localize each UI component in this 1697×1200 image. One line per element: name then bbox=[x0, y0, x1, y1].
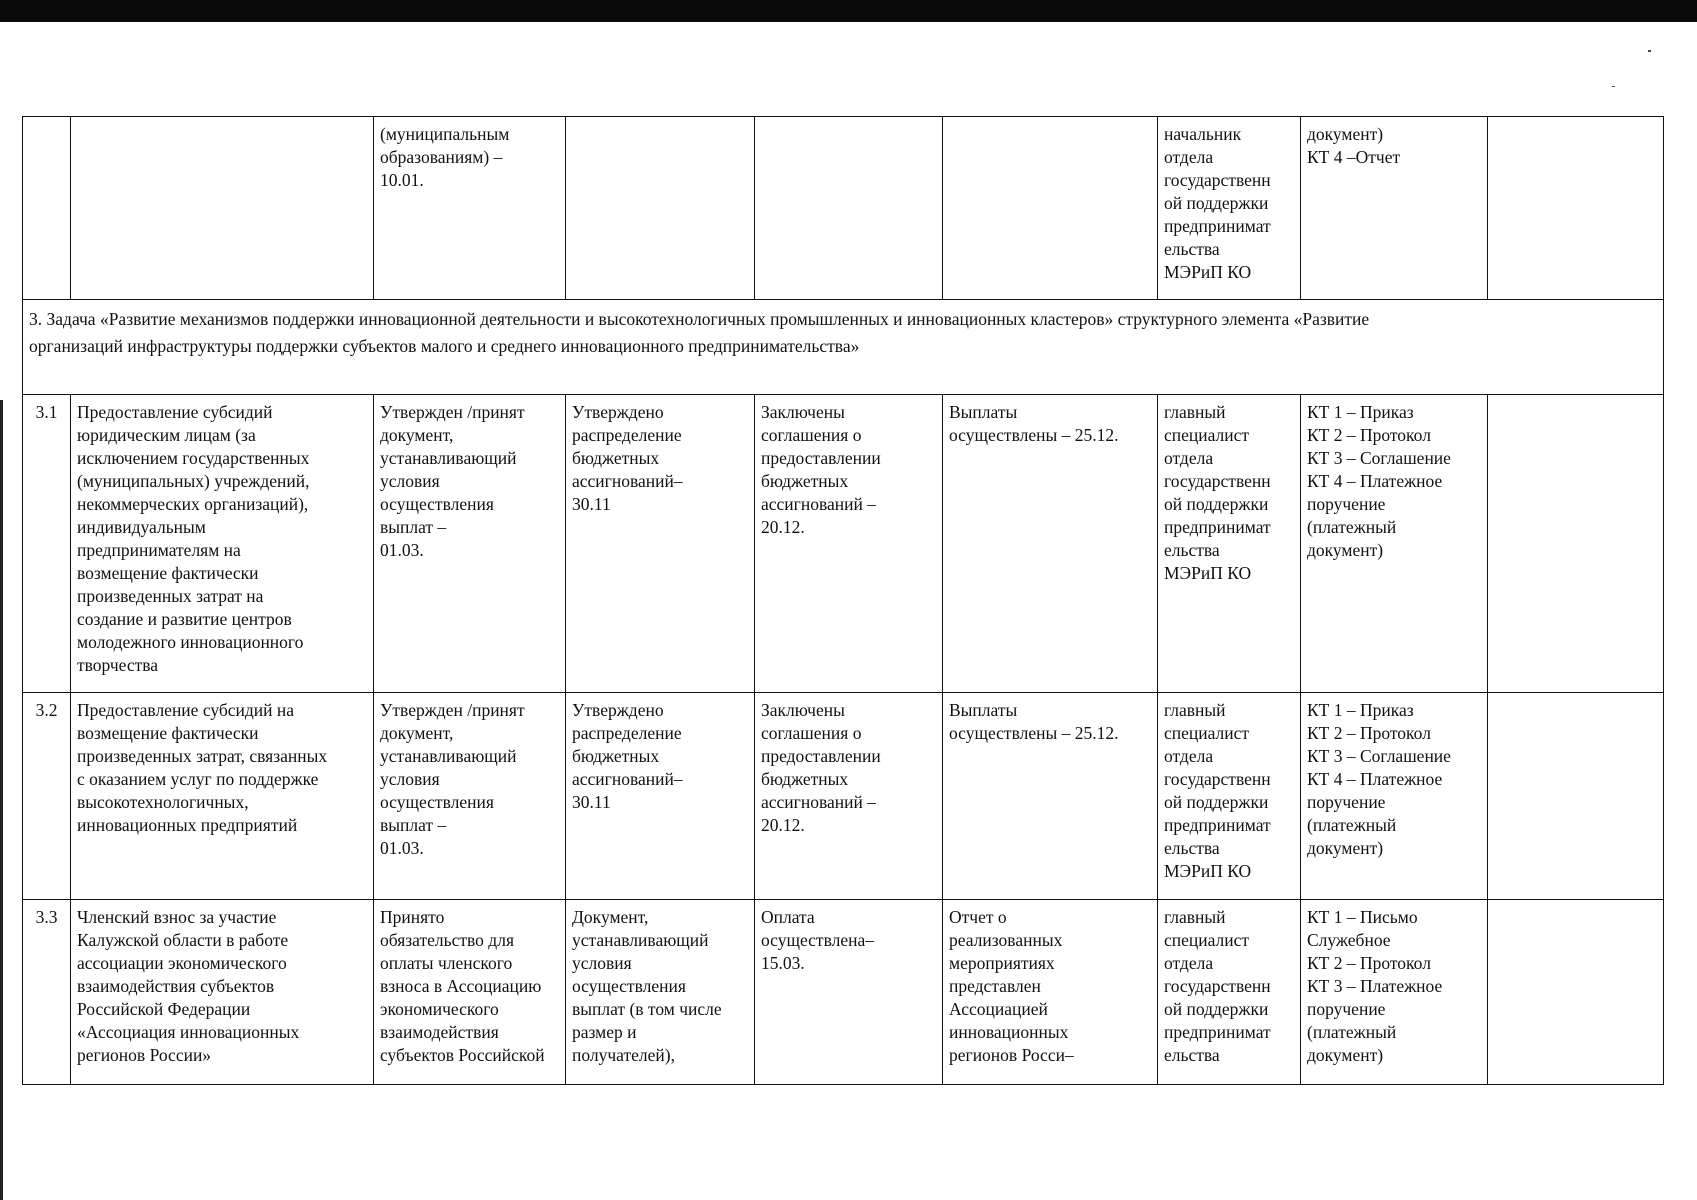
cell-line: поручение bbox=[1307, 494, 1386, 514]
cell-line: 01.03. bbox=[380, 540, 424, 560]
responsible-cell bbox=[1158, 395, 1301, 693]
cell-line: документ) bbox=[1307, 838, 1384, 858]
cell-line: Утверждено bbox=[572, 402, 664, 422]
cell-line: Калужской области в работе bbox=[77, 930, 289, 950]
cell-line: возмещение фактически bbox=[77, 563, 259, 583]
cell-line: размер и bbox=[572, 1022, 637, 1042]
cell-line: предоставлении bbox=[761, 448, 881, 468]
cell-line: (муниципальным bbox=[380, 124, 510, 144]
cell-line: создание и развитие центров bbox=[77, 609, 292, 629]
cell-line: 3. Задача «Развитие механизмов поддержки инновационной деятельности и высокотехнологичных промышленных и инновационных кластеров» структурного элемента «Развитие bbox=[29, 309, 1370, 329]
table-row bbox=[23, 395, 1664, 693]
cell-line: ой поддержки bbox=[1164, 999, 1269, 1019]
cell-line: Ассоциацией bbox=[949, 999, 1048, 1019]
control-point-4-cell bbox=[943, 900, 1158, 1085]
cell-line: ой поддержки bbox=[1164, 494, 1269, 514]
cell-line: отдела bbox=[1164, 147, 1214, 167]
empty-last-cell bbox=[1488, 900, 1664, 1085]
cell-line: 15.03. bbox=[761, 953, 805, 973]
cell-line: индивидуальным bbox=[77, 517, 206, 537]
cell-line: условия bbox=[380, 471, 440, 491]
cell-line: Документ, bbox=[572, 907, 649, 927]
empty-last-cell bbox=[1488, 395, 1664, 693]
cell-line: условия bbox=[380, 769, 440, 789]
row-number-cell bbox=[23, 117, 71, 300]
cell-line: специалист bbox=[1164, 723, 1250, 743]
cell-line: главный bbox=[1164, 700, 1226, 720]
scan-speck bbox=[1648, 50, 1651, 52]
cell-line: распределение bbox=[572, 723, 682, 743]
cell-line: взаимодействия bbox=[380, 1022, 499, 1042]
cell-line: документ, bbox=[380, 425, 454, 445]
cell-line: государственн bbox=[1164, 170, 1271, 190]
cell-line: произведенных затрат, связанных bbox=[77, 746, 328, 766]
cell-line: начальник bbox=[1164, 124, 1242, 144]
cell-line: Принято bbox=[380, 907, 445, 927]
cell-line: предпринимат bbox=[1164, 1022, 1271, 1042]
cell-line: (платежный bbox=[1307, 517, 1397, 537]
cell-line: Утвержден /принят bbox=[380, 700, 525, 720]
documents-cell bbox=[1301, 900, 1488, 1085]
control-point-2-cell bbox=[566, 693, 755, 900]
control-point-1-cell bbox=[374, 693, 566, 900]
cell-line: мероприятиях bbox=[949, 953, 1055, 973]
cell-line: 30.11 bbox=[572, 792, 611, 812]
cell-line: ой поддержки bbox=[1164, 193, 1269, 213]
scan-speck bbox=[1612, 86, 1615, 87]
activity-name-cell bbox=[71, 395, 374, 693]
cell-line: бюджетных bbox=[572, 746, 660, 766]
control-point-1-cell bbox=[374, 395, 566, 693]
cell-line: (платежный bbox=[1307, 815, 1397, 835]
cell-line: предпринимат bbox=[1164, 216, 1271, 236]
scan-left-edge bbox=[0, 400, 3, 1200]
cell-line: соглашения о bbox=[761, 723, 862, 743]
documents-cell bbox=[1301, 395, 1488, 693]
control-point-3-cell bbox=[755, 900, 943, 1085]
cell-line: Выплаты bbox=[949, 700, 1018, 720]
cell-line: специалист bbox=[1164, 425, 1250, 445]
cell-line: отдела bbox=[1164, 953, 1214, 973]
cell-line: регионов Росси– bbox=[949, 1045, 1074, 1065]
cell-line: Утвержден /принят bbox=[380, 402, 525, 422]
control-point-2-cell bbox=[566, 395, 755, 693]
cell-line: 10.01. bbox=[380, 170, 424, 190]
cell-line: ельства bbox=[1164, 540, 1220, 560]
cell-line: получателей), bbox=[572, 1045, 675, 1065]
cell-line: поручение bbox=[1307, 792, 1386, 812]
cell-line: произведенных затрат на bbox=[77, 586, 264, 606]
scan-top-edge bbox=[0, 0, 1697, 22]
cell-line: КТ 3 – Соглашение bbox=[1307, 746, 1451, 766]
cell-line: государственн bbox=[1164, 976, 1271, 996]
cell-line: инновационных предприятий bbox=[77, 815, 298, 835]
cell-line: государственн bbox=[1164, 471, 1271, 491]
cell-line: КТ 2 – Протокол bbox=[1307, 953, 1431, 973]
task-header-row bbox=[23, 300, 1664, 395]
cell-line: документ) bbox=[1307, 540, 1384, 560]
cell-line: ассигнований– bbox=[572, 471, 683, 491]
cell-line: условия bbox=[572, 953, 632, 973]
control-point-2-cell bbox=[566, 900, 755, 1085]
cell-line: высокотехнологичных, bbox=[77, 792, 249, 812]
cell-line: Выплаты bbox=[949, 402, 1018, 422]
row-number-cell: 3.3 bbox=[23, 900, 71, 1085]
cell-line: взноса в Ассоциацию bbox=[380, 976, 542, 996]
cell-line: устанавливающий bbox=[380, 448, 517, 468]
cell-line: образованиям) – bbox=[380, 147, 503, 167]
cell-line: Предоставление субсидий на bbox=[77, 700, 295, 720]
cell-line: предпринимат bbox=[1164, 517, 1271, 537]
cell-line: экономического bbox=[380, 999, 499, 1019]
cell-line: документ) bbox=[1307, 1045, 1384, 1065]
cell-line: КТ 4 – Платежное bbox=[1307, 471, 1443, 491]
cell-line: устанавливающий bbox=[380, 746, 517, 766]
task-heading-cell bbox=[23, 300, 1664, 395]
cell-line: предоставлении bbox=[761, 746, 881, 766]
cell-line: распределение bbox=[572, 425, 682, 445]
table-row bbox=[23, 900, 1664, 1085]
cell-line: реализованных bbox=[949, 930, 1063, 950]
cell-line: отдела bbox=[1164, 448, 1214, 468]
cell-line: выплат (в том числе bbox=[572, 999, 722, 1019]
empty-last-cell bbox=[1488, 117, 1664, 300]
responsible-cell bbox=[1158, 900, 1301, 1085]
cell-line: осуществлены – 25.12. bbox=[949, 425, 1119, 445]
row-number-cell: 3.2 bbox=[23, 693, 71, 900]
cell-line: (муниципальных) учреждений, bbox=[77, 471, 310, 491]
cell-line: Заключены bbox=[761, 700, 845, 720]
cell-line: КТ 1 – Приказ bbox=[1307, 402, 1414, 422]
cell-line: КТ 2 – Протокол bbox=[1307, 723, 1431, 743]
cell-line: субъектов Российской bbox=[380, 1045, 545, 1065]
documents-cell bbox=[1301, 693, 1488, 900]
cell-line: государственн bbox=[1164, 769, 1271, 789]
cell-line: Заключены bbox=[761, 402, 845, 422]
cell-line: КТ 4 – Платежное bbox=[1307, 769, 1443, 789]
control-point-4-cell bbox=[943, 395, 1158, 693]
cell-line: документ) bbox=[1307, 124, 1384, 144]
cell-line: КТ 3 – Платежное bbox=[1307, 976, 1443, 996]
cell-line: КТ 4 –Отчет bbox=[1307, 147, 1401, 167]
cell-line: молодежного инновационного bbox=[77, 632, 304, 652]
table-row bbox=[23, 117, 1664, 300]
cell-line: взаимодействия субъектов bbox=[77, 976, 275, 996]
cell-line: ассигнований – bbox=[761, 494, 876, 514]
cell-line: регионов России» bbox=[77, 1045, 212, 1065]
cell-line: некоммерческих организаций), bbox=[77, 494, 309, 514]
cell-line: Предоставление субсидий bbox=[77, 402, 273, 422]
activity-name-cell bbox=[71, 117, 374, 300]
cell-line: осуществлена– bbox=[761, 930, 874, 950]
cell-line: устанавливающий bbox=[572, 930, 709, 950]
cell-line: осуществлены – 25.12. bbox=[949, 723, 1119, 743]
cell-line: КТ 1 – Приказ bbox=[1307, 700, 1414, 720]
cell-line: Оплата bbox=[761, 907, 815, 927]
cell-line: МЭРиП КО bbox=[1164, 861, 1252, 881]
control-point-2-cell bbox=[566, 117, 755, 300]
cell-line: (платежный bbox=[1307, 1022, 1397, 1042]
cell-line: главный bbox=[1164, 907, 1226, 927]
cell-line: инновационных bbox=[949, 1022, 1069, 1042]
cell-line: осуществления bbox=[380, 792, 494, 812]
cell-line: представлен bbox=[949, 976, 1041, 996]
cell-line: ассигнований– bbox=[572, 769, 683, 789]
activity-name-cell bbox=[71, 900, 374, 1085]
cell-line: специалист bbox=[1164, 930, 1250, 950]
cell-line: МЭРиП КО bbox=[1164, 563, 1252, 583]
empty-last-cell bbox=[1488, 693, 1664, 900]
responsible-cell bbox=[1158, 693, 1301, 900]
cell-line: предпринимат bbox=[1164, 815, 1271, 835]
cell-line: ой поддержки bbox=[1164, 792, 1269, 812]
control-point-4-cell bbox=[943, 117, 1158, 300]
cell-line: выплат – bbox=[380, 815, 447, 835]
cell-line: бюджетных bbox=[572, 448, 660, 468]
cell-line: выплат – bbox=[380, 517, 447, 537]
cell-line: исключением государственных bbox=[77, 448, 310, 468]
documents-cell bbox=[1301, 117, 1488, 300]
control-point-3-cell bbox=[755, 395, 943, 693]
cell-line: «Ассоциация инновационных bbox=[77, 1022, 300, 1042]
cell-line: Российской Федерации bbox=[77, 999, 251, 1019]
cell-line: ельства bbox=[1164, 239, 1220, 259]
cell-line: Утверждено bbox=[572, 700, 664, 720]
cell-line: возмещение фактически bbox=[77, 723, 259, 743]
cell-line: КТ 1 – Письмо bbox=[1307, 907, 1418, 927]
cell-line: ельства bbox=[1164, 838, 1220, 858]
plan-table bbox=[22, 116, 1664, 1085]
cell-line: 01.03. bbox=[380, 838, 424, 858]
cell-line: юридическим лицам (за bbox=[77, 425, 256, 445]
cell-line: поручение bbox=[1307, 999, 1386, 1019]
cell-line: главный bbox=[1164, 402, 1226, 422]
control-point-4-cell bbox=[943, 693, 1158, 900]
cell-line: 30.11 bbox=[572, 494, 611, 514]
cell-line: 20.12. bbox=[761, 517, 805, 537]
responsible-cell bbox=[1158, 117, 1301, 300]
control-point-1-cell bbox=[374, 117, 566, 300]
cell-line: соглашения о bbox=[761, 425, 862, 445]
cell-line: бюджетных bbox=[761, 471, 849, 491]
cell-line: ельства bbox=[1164, 1045, 1220, 1065]
cell-line: отдела bbox=[1164, 746, 1214, 766]
cell-line: осуществления bbox=[572, 976, 686, 996]
cell-line: ассигнований – bbox=[761, 792, 876, 812]
cell-line: ассоциации экономического bbox=[77, 953, 287, 973]
cell-line: с оказанием услуг по поддержке bbox=[77, 769, 319, 789]
cell-line: МЭРиП КО bbox=[1164, 262, 1252, 282]
cell-line: бюджетных bbox=[761, 769, 849, 789]
cell-line: организаций инфраструктуры поддержки субъектов малого и среднего инновационного предпринимательства» bbox=[29, 336, 860, 356]
cell-line: КТ 3 – Соглашение bbox=[1307, 448, 1451, 468]
control-point-3-cell bbox=[755, 117, 943, 300]
table-row bbox=[23, 693, 1664, 900]
control-point-3-cell bbox=[755, 693, 943, 900]
cell-line: творчества bbox=[77, 655, 159, 675]
row-number-cell: 3.1 bbox=[23, 395, 71, 693]
cell-line: Членский взнос за участие bbox=[77, 907, 277, 927]
cell-line: оплаты членского bbox=[380, 953, 513, 973]
cell-line: осуществления bbox=[380, 494, 494, 514]
cell-line: 20.12. bbox=[761, 815, 805, 835]
cell-line: Отчет о bbox=[949, 907, 1007, 927]
cell-line: документ, bbox=[380, 723, 454, 743]
cell-line: предпринимателям на bbox=[77, 540, 241, 560]
activity-name-cell bbox=[71, 693, 374, 900]
control-point-1-cell bbox=[374, 900, 566, 1085]
cell-line: Служебное bbox=[1307, 930, 1391, 950]
cell-line: КТ 2 – Протокол bbox=[1307, 425, 1431, 445]
cell-line: обязательство для bbox=[380, 930, 514, 950]
